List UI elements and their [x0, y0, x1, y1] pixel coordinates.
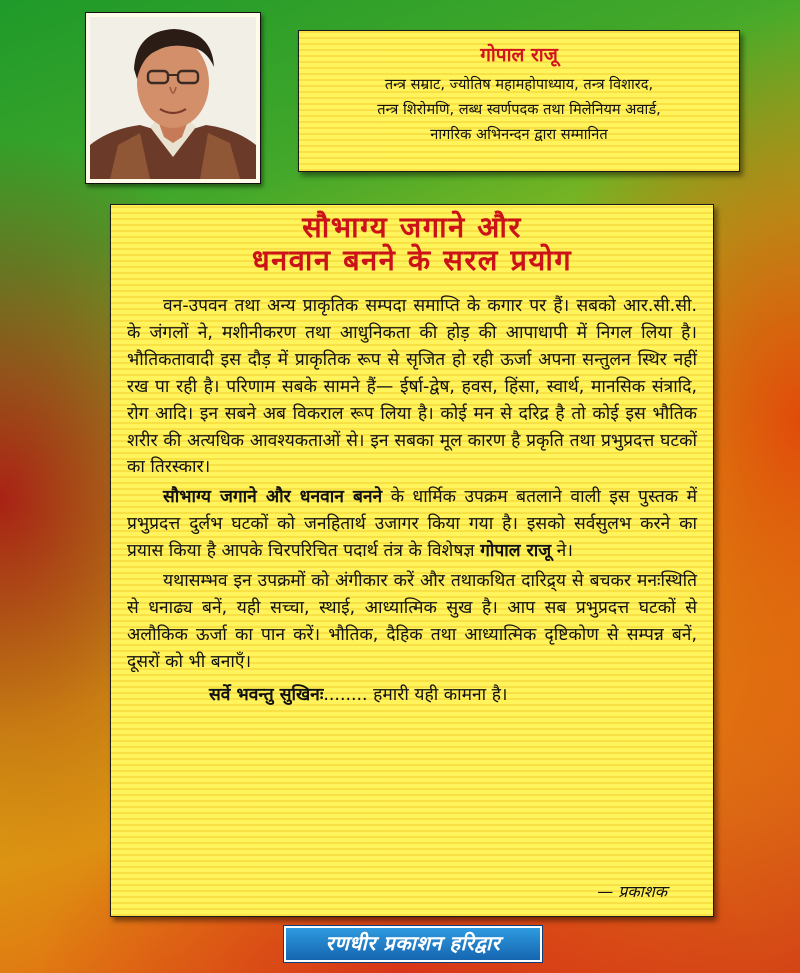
highlight-author: गोपाल राजू	[480, 541, 552, 562]
paragraph-3: यथासम्भव इन उपक्रमों को अंगीकार करें और तथाकथित दारिद्र्य से बचकर मनःस्थिति से धनाढ्य बनें, यही सच्चा, स्थाई, आध्यात्मिक सुख है। आप सब प्रभुप्रदत्त घटकों से अलौकिक ऊर्जा का पान करें। भौतिक, दैहिक तथा आध्यात्मिक दृष्टिकोण से सम्पन्न बनें, दूसरों को भी बनाएँ।	[127, 571, 697, 672]
publisher-imprint: रणधीर प्रकाशन हरिद्वार	[284, 926, 542, 962]
book-title	[111, 211, 713, 277]
book-description-box	[110, 204, 714, 917]
author-photo	[85, 12, 261, 184]
closing-wish: ........ हमारी यही कामना है।	[323, 684, 508, 705]
closing-line	[127, 682, 697, 709]
author-title-line: तन्त्र शिरोमणि, लब्ध स्वर्णपदक तथा मिलेनियम अवार्ड,	[377, 101, 661, 118]
book-title-line-2: धनवान बनने के सरल प्रयोग	[251, 243, 573, 277]
paragraph-2	[127, 484, 697, 565]
author-title-line: तन्त्र सम्राट, ज्योतिष महामहोपाध्याय, तन्त्र विशारद,	[384, 76, 654, 93]
author-portrait-image	[90, 17, 256, 179]
paragraph-1: वन-उपवन तथा अन्य प्राकृतिक सम्पदा समाप्ति के कगार पर हैं। सबको आर.सी.सी. के जंगलों ने, मशीनीकरण तथा आधुनिकता की होड़ की आपाधापी में निगल लिया है। भौतिकतावादी इस दौड़ में प्राकृतिक रूप से सृजित हो रही ऊर्जा अपना सन्तुलन स्थिर नहीं रख पा रही है। परिणाम सबके सामने हैं— ईर्षा-द्वेष, हवस, हिंसा, स्वार्थ, मानसिक संत्रादि, रोग आदि। इन सबने अब विकराल रूप लिया है। कोई मन से दरिद्र है तो कोई इस भौतिक शरीर की अत्यधिक आवश्यकताओं से। इन सबका मूल कारण है प्रकृति तथा प्रभुप्रदत्त घटकों का तिरस्कार।	[127, 296, 697, 478]
description-text	[127, 293, 697, 709]
paragraph-2-end: ने।	[551, 541, 573, 562]
closing-blessing: सर्वे भवन्तु सुखिनः	[209, 684, 324, 705]
paragraph-2-text: के धार्मिक उपक्रम बतलाने वाली इस पुस्तक में प्रभुप्रदत्त दुर्लभ घटकों को जनहितार्थ उजागर किया गया है। इसको सर्वसुलभ करने का प्रयास किया है आपके चिरपरिचित पदार्थ तंत्र के विशेषज्ञ	[127, 487, 697, 562]
author-name: गोपाल राजू	[480, 44, 558, 66]
publisher-signature: — प्रकाशक	[597, 882, 667, 901]
author-info-box	[298, 30, 740, 172]
author-title-line: नागरिक अभिनन्दन द्वारा सम्मानित	[430, 126, 608, 143]
book-title-line-1: सौभाग्य जगाने और	[302, 210, 522, 244]
highlight-title: सौभाग्य जगाने और धनवान बनने	[163, 487, 383, 508]
